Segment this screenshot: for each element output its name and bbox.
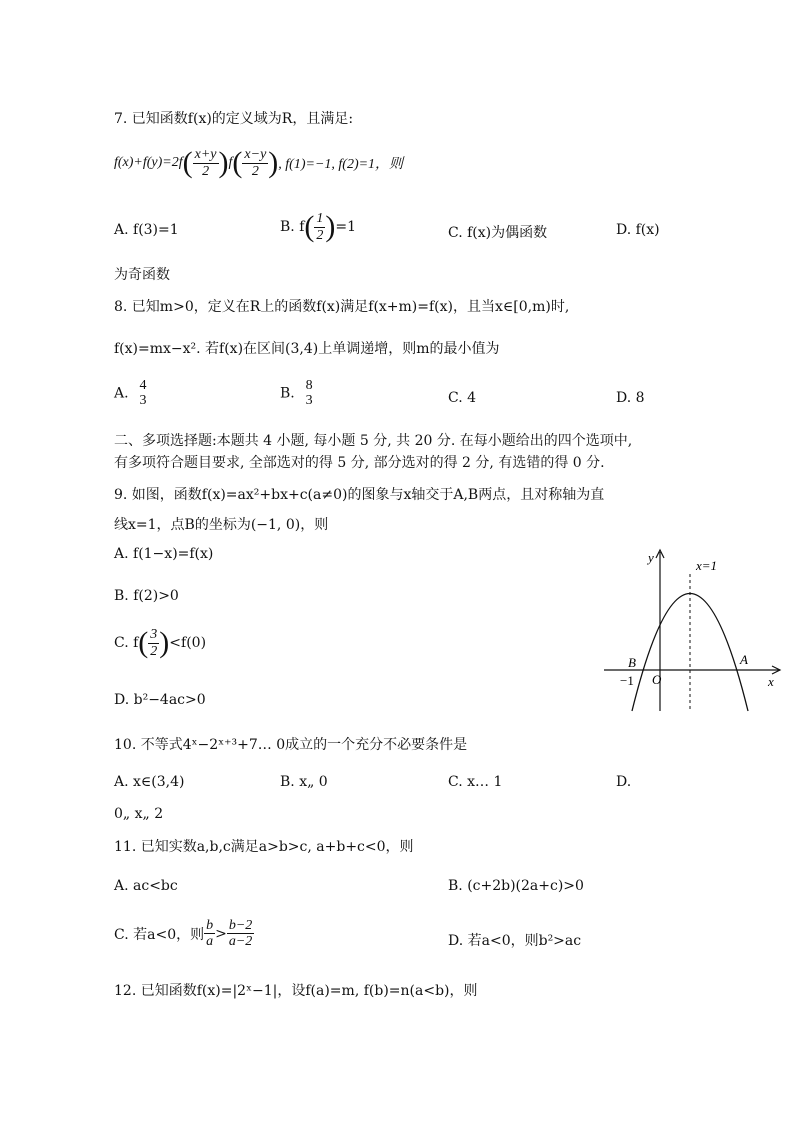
- q10-option-d: D.: [616, 774, 632, 790]
- q8-stem: 8. 已知m>0，定义在R上的函数f(x)满足f(x+m)=f(x)，且当x∈[0,m)时,: [114, 299, 570, 315]
- q10-option-c: C. x… 1: [448, 774, 503, 790]
- q9-stem: 9. 如图，函数f(x)=ax²+bx+c(a≠0)的图象与x轴交于A,B两点，且对称轴为直: [114, 487, 605, 503]
- q7-option-c: C. f(x)为偶函数: [448, 225, 548, 241]
- q11-option-b: B. (c+2b)(2a+c)>0: [448, 878, 584, 894]
- origin-label: O: [652, 672, 662, 687]
- section2-line1: 二、多项选择题:本题共 4 小题, 每小题 5 分, 共 20 分. 在每小题给出的四个选项中,: [114, 433, 633, 449]
- q7-mid-f: f: [228, 155, 233, 170]
- point-a-label: A: [740, 652, 748, 667]
- q8-option-b: B. 8 3: [280, 378, 313, 409]
- q11-option-a: A. ac<bc: [114, 878, 178, 894]
- q7-eq-tail: , f(1)=−1, f(2)=1，则: [278, 157, 404, 172]
- x-label: x: [768, 674, 774, 689]
- q11-option-d: D. 若a<0，则b²>ac: [448, 933, 582, 949]
- parabola-figure: [600, 546, 784, 716]
- q7-option-a: A. f(3)=1: [114, 222, 179, 238]
- q10-stem: 10. 不等式4ˣ−2ˣ⁺³+7… 0成立的一个充分不必要条件是: [114, 737, 468, 753]
- q8-option-c: C. 4: [448, 390, 477, 406]
- section2-line2: 有多项符合题目要求, 全部选对的得 5 分, 部分选对的得 2 分, 有选错的得 0 分.: [114, 455, 605, 471]
- q10-option-a: A. x∈(3,4): [114, 774, 185, 790]
- q7-frac2: $\frac{x-y}{2}$: [244, 147, 267, 179]
- q7-stem: 7. 已知函数f(x)的定义域为R，且满足:: [114, 111, 354, 127]
- q7-equation: f(x)+f(y)=2f( $\frac{x+y}{2}$ )f( $\frac{x-y}{2}$ ), f(1)=−1, f(2)=1，则: [114, 146, 404, 179]
- q8-option-d: D. 8: [616, 390, 645, 406]
- y-label: y: [648, 550, 654, 565]
- q7-frac1: $\frac{x+y}{2}$: [194, 147, 217, 179]
- q8-option-a: A. 4 3: [114, 378, 147, 409]
- q9-option-b: B. f(2)>0: [114, 588, 179, 604]
- q10-option-b: B. x„ 0: [280, 774, 328, 790]
- q7-option-d: D. f(x): [616, 222, 660, 238]
- point-b-label: B: [628, 655, 636, 670]
- q10-option-d-cont: 0„ x„ 2: [114, 806, 164, 822]
- q11-stem: 11. 已知实数a,b,c满足a>b>c, a+b+c<0，则: [114, 839, 414, 855]
- symmetry-label: x=1: [696, 558, 718, 573]
- q12-stem: 12. 已知函数f(x)=|2ˣ−1|，设f(a)=m, f(b)=n(a<b)，则: [114, 983, 478, 999]
- q9-option-c: C. f( $\frac{3}{2}$ )<f(0): [114, 626, 207, 659]
- q9-option-a: A. f(1−x)=f(x): [114, 546, 214, 562]
- q7-option-b: B. f( $\frac{1}{2}$ )=1: [280, 210, 357, 243]
- q8-line2: f(x)=mx−x². 若f(x)在区间(3,4)上单调递增，则m的最小值为: [114, 341, 500, 357]
- neg-one-label: −1: [620, 673, 634, 688]
- q11-option-c: C. 若a<0，则 $\frac{b}{a}$ > $\frac{b-2}{a-2}$: [114, 918, 253, 950]
- q9-line2: 线x=1，点B的坐标为(−1, 0)，则: [114, 517, 329, 533]
- q7-eq-left: f(x)+f(y)=2f: [114, 155, 183, 170]
- q7-option-d-cont: 为奇函数: [114, 267, 170, 283]
- q9-option-d: D. b²−4ac>0: [114, 692, 206, 708]
